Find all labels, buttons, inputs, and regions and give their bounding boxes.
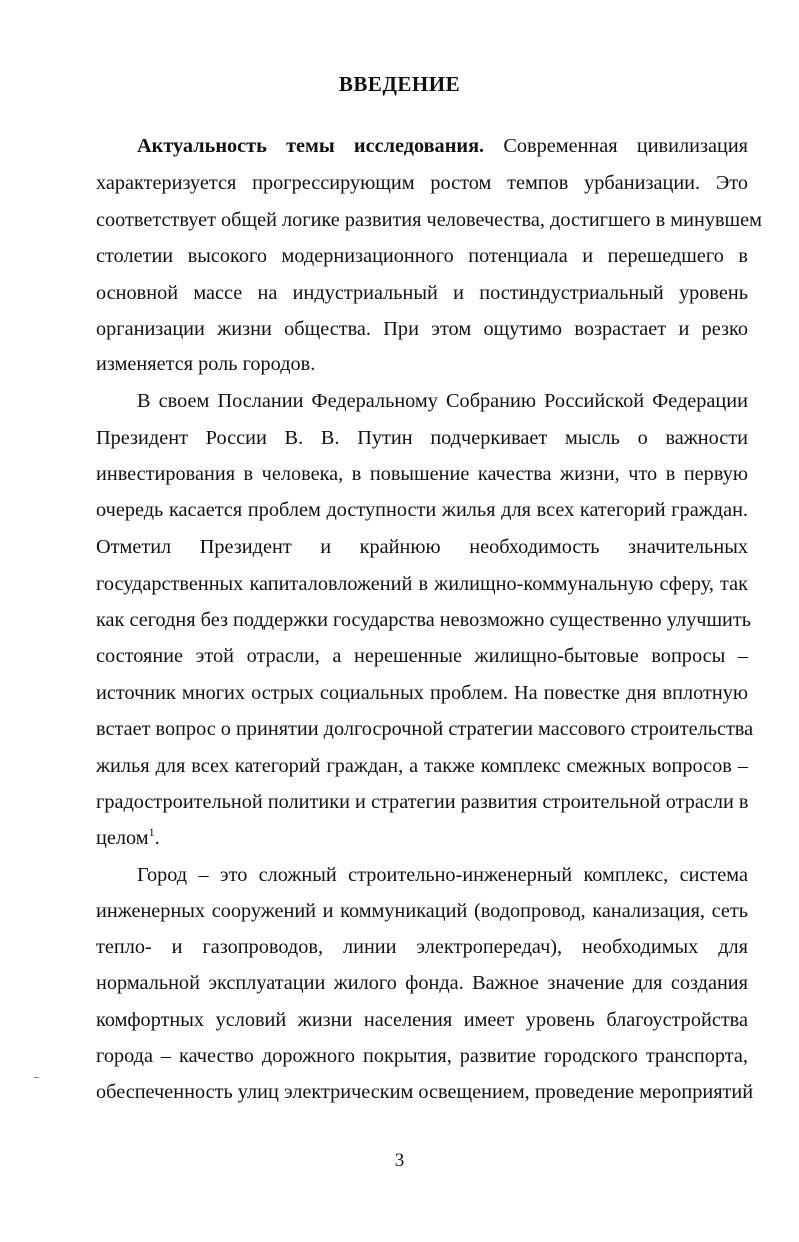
paragraph-2-end-punctuation: . bbox=[154, 827, 160, 849]
paragraph-1-line-5: основной массе на индустриальный и постиндустриальный уровень bbox=[96, 282, 748, 304]
paragraph-2-line-1: В своем Послании Федеральному Собранию Российской Федерации bbox=[137, 390, 748, 412]
paragraph-2-line-8: состояние этой отрасли, а нерешенные жилищно-бытовые вопросы – bbox=[96, 645, 748, 667]
paragraph-2-line-2: Президент России В. В. Путин подчеркивает мысль о важности bbox=[96, 427, 748, 449]
paragraph-2-line-6: государственных капиталовложений в жилищно-коммунальную сферу, так bbox=[96, 573, 748, 595]
paragraph-1-line-7: изменяется роль городов. bbox=[96, 353, 316, 375]
page-title: ВВЕДЕНИЕ bbox=[338, 72, 461, 96]
paragraph-2-line-7: как сегодня без поддержки государства невозможно существенно улучшить bbox=[96, 609, 752, 631]
paragraph-3-line-7: обеспеченность улиц электрическим освещением, проведение мероприятий bbox=[96, 1081, 754, 1103]
footnote-reference[interactable]: 1 bbox=[148, 825, 155, 840]
paragraph-1-line-1-text: Современная цивилизация bbox=[484, 135, 749, 157]
paragraph-2-line-4: очередь касается проблем доступности жилья для всех категорий граждан. bbox=[96, 499, 748, 521]
paragraph-2-line-9: источник многих острых социальных проблем. На повестке дня вплотную bbox=[96, 682, 748, 704]
paragraph-2-line-13-text: целом bbox=[96, 827, 149, 849]
paragraph-3-line-5: комфортных условий жизни населения имеет уровень благоустройства bbox=[96, 1009, 748, 1031]
paragraph-2-line-3: инвестирования в человека, в повышение качества жизни, что в первую bbox=[96, 463, 748, 485]
paragraph-3-line-3: тепло- и газопроводов, линии электропередач), необходимых для bbox=[96, 936, 748, 958]
page-number: 3 bbox=[394, 1150, 405, 1171]
paragraph-1-line-1 bbox=[137, 132, 748, 160]
lead-heading: Актуальность темы исследования. bbox=[137, 135, 485, 157]
paragraph-1-line-4: столетии высокого модернизационного потенциала и перешедшего в bbox=[96, 245, 748, 267]
paragraph-1-line-3: соответствует общей логике развития человечества, достигшего в минувшем bbox=[96, 209, 763, 231]
paragraph-3-line-6: города – качество дорожного покрытия, развитие городского транспорта, bbox=[96, 1045, 748, 1067]
paragraph-2-line-5: Отметил Президент и крайнюю необходимость значительных bbox=[96, 536, 748, 558]
paragraph-1-line-6: организации жизни общества. При этом ощутимо возрастает и резко bbox=[96, 318, 748, 340]
paragraph-2-line-10: встает вопрос о принятии долгосрочной стратегии массового строительства bbox=[96, 718, 754, 740]
paragraph-2-line-12: градостроительной политики и стратегии развития строительной отрасли в bbox=[96, 791, 749, 813]
paragraph-2-line-11: жилья для всех категорий граждан, а также комплекс смежных вопросов – bbox=[96, 755, 748, 777]
paragraph-2-line-13 bbox=[96, 824, 748, 852]
paragraph-3-line-4: нормальной эксплуатации жилого фонда. Важное значение для создания bbox=[96, 972, 748, 994]
paragraph-1-line-2: характеризуется прогрессирующим ростом темпов урбанизации. Это bbox=[96, 172, 748, 194]
paragraph-3-line-2: инженерных сооружений и коммуникаций (водопровод, канализация, сеть bbox=[96, 900, 748, 922]
paragraph-3-line-1: Город – это сложный строительно-инженерный комплекс, система bbox=[137, 864, 748, 886]
scan-speck bbox=[34, 1077, 39, 1078]
